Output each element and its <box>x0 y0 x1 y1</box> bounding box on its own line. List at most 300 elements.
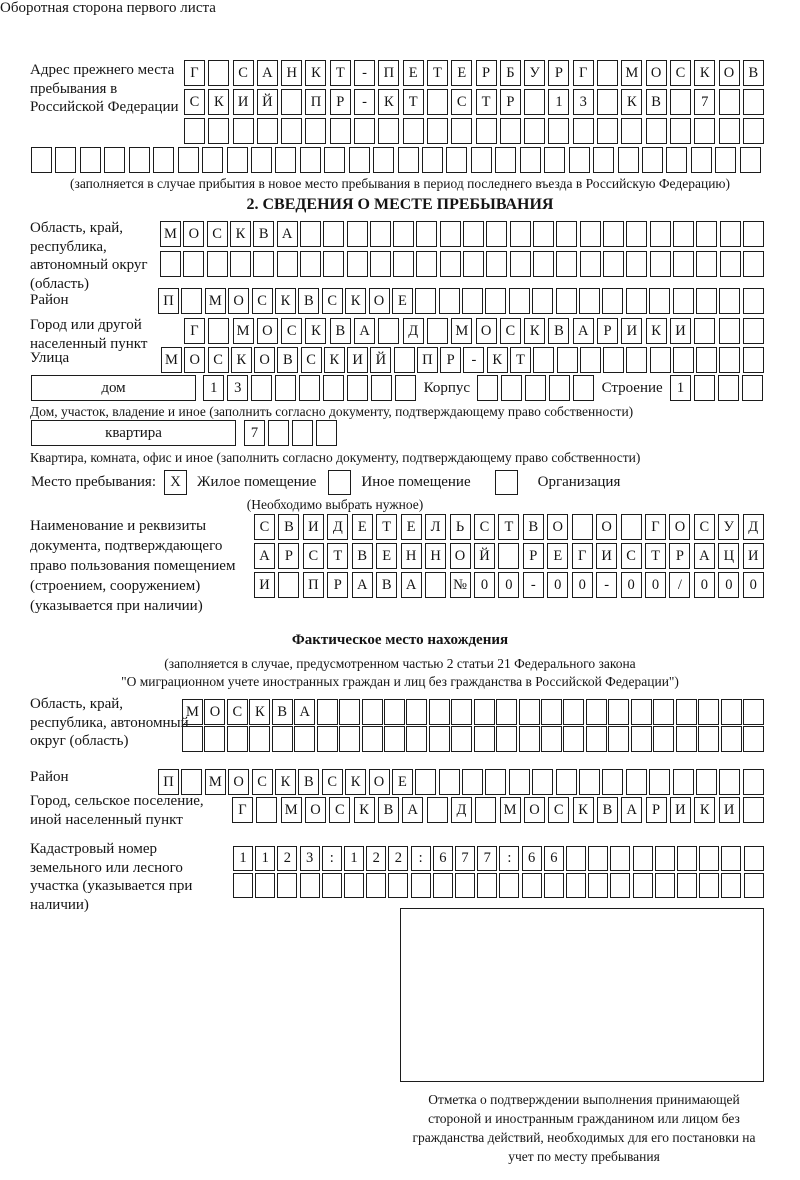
char-box[interactable] <box>626 221 647 247</box>
char-box[interactable] <box>621 514 642 540</box>
char-box[interactable] <box>650 251 671 277</box>
char-box[interactable] <box>317 726 338 752</box>
char-box[interactable] <box>556 221 577 247</box>
char-box[interactable] <box>563 699 584 725</box>
char-box[interactable] <box>719 288 740 314</box>
char-box[interactable] <box>411 873 431 898</box>
char-box[interactable] <box>362 726 383 752</box>
char-box[interactable]: А <box>294 699 315 725</box>
char-box[interactable]: П <box>378 60 399 86</box>
char-box[interactable]: О <box>204 699 225 725</box>
char-box[interactable] <box>378 118 399 144</box>
char-box[interactable]: 0 <box>498 572 519 598</box>
char-box[interactable]: О <box>257 318 278 344</box>
char-box[interactable] <box>597 60 618 86</box>
char-box[interactable] <box>631 699 652 725</box>
char-box[interactable]: 7 <box>477 846 497 871</box>
char-box[interactable]: О <box>646 60 667 86</box>
char-box[interactable] <box>406 726 427 752</box>
char-box[interactable] <box>300 873 320 898</box>
char-box[interactable] <box>633 846 653 871</box>
char-box[interactable] <box>676 699 697 725</box>
char-box[interactable] <box>588 846 608 871</box>
char-box[interactable] <box>533 251 554 277</box>
char-box[interactable] <box>610 846 630 871</box>
char-box[interactable] <box>608 699 629 725</box>
char-box[interactable] <box>339 726 360 752</box>
char-box[interactable]: О <box>184 347 205 373</box>
char-box[interactable]: Н <box>425 543 446 569</box>
char-box[interactable]: С <box>621 543 642 569</box>
char-box[interactable] <box>573 118 594 144</box>
char-box[interactable]: В <box>743 60 764 86</box>
char-box[interactable]: С <box>254 514 275 540</box>
char-box[interactable]: К <box>354 797 375 823</box>
char-box[interactable] <box>510 251 531 277</box>
char-box[interactable] <box>691 147 712 173</box>
char-box[interactable] <box>544 873 564 898</box>
char-box[interactable] <box>275 147 296 173</box>
char-box[interactable] <box>347 375 368 401</box>
char-box[interactable] <box>300 221 321 247</box>
char-box[interactable]: В <box>378 797 399 823</box>
char-box[interactable] <box>673 769 694 795</box>
char-box[interactable] <box>580 347 601 373</box>
char-box[interactable]: 1 <box>548 89 569 115</box>
char-box[interactable] <box>370 221 391 247</box>
char-box[interactable] <box>743 797 764 823</box>
char-box[interactable]: Й <box>474 543 495 569</box>
char-box[interactable]: 3 <box>300 846 320 871</box>
char-box[interactable] <box>316 420 337 446</box>
char-box[interactable]: О <box>369 288 390 314</box>
char-box[interactable] <box>278 572 299 598</box>
char-box[interactable]: Д <box>743 514 764 540</box>
char-box[interactable]: Д <box>403 318 424 344</box>
char-box[interactable]: С <box>548 797 569 823</box>
char-box[interactable]: К <box>694 797 715 823</box>
char-box[interactable] <box>299 375 320 401</box>
char-box[interactable]: 1 <box>255 846 275 871</box>
char-box[interactable] <box>525 375 546 401</box>
char-box[interactable]: А <box>621 797 642 823</box>
char-box[interactable] <box>653 726 674 752</box>
char-box[interactable] <box>208 318 229 344</box>
char-box[interactable]: О <box>669 514 690 540</box>
residence-type-checkbox-org[interactable] <box>495 470 518 495</box>
char-box[interactable] <box>500 118 521 144</box>
char-box[interactable]: П <box>158 288 179 314</box>
char-box[interactable] <box>715 147 736 173</box>
char-box[interactable]: М <box>160 221 181 247</box>
char-box[interactable]: В <box>597 797 618 823</box>
char-box[interactable] <box>743 769 764 795</box>
char-box[interactable]: О <box>476 318 497 344</box>
char-box[interactable] <box>509 288 530 314</box>
char-box[interactable]: И <box>670 318 691 344</box>
char-box[interactable]: С <box>301 347 322 373</box>
char-box[interactable] <box>181 288 202 314</box>
char-box[interactable] <box>104 147 125 173</box>
char-box[interactable]: И <box>743 543 764 569</box>
char-box[interactable] <box>744 873 764 898</box>
char-box[interactable]: О <box>524 797 545 823</box>
char-box[interactable] <box>626 347 647 373</box>
char-box[interactable] <box>451 726 472 752</box>
char-box[interactable] <box>406 699 427 725</box>
char-box[interactable]: М <box>500 797 521 823</box>
char-box[interactable]: А <box>694 543 715 569</box>
char-box[interactable]: Т <box>330 60 351 86</box>
char-box[interactable]: К <box>378 89 399 115</box>
char-box[interactable] <box>573 375 594 401</box>
char-box[interactable] <box>742 375 763 401</box>
char-box[interactable]: 6 <box>544 846 564 871</box>
char-box[interactable] <box>720 221 741 247</box>
char-box[interactable] <box>416 251 437 277</box>
char-box[interactable] <box>227 147 248 173</box>
char-box[interactable]: С <box>329 797 350 823</box>
char-box[interactable]: О <box>183 221 204 247</box>
char-box[interactable] <box>427 797 448 823</box>
char-box[interactable] <box>743 288 764 314</box>
char-box[interactable] <box>366 873 386 898</box>
char-box[interactable]: - <box>596 572 617 598</box>
char-box[interactable]: О <box>228 288 249 314</box>
char-box[interactable]: Р <box>476 60 497 86</box>
char-box[interactable] <box>256 797 277 823</box>
char-box[interactable] <box>476 118 497 144</box>
char-box[interactable] <box>415 288 436 314</box>
char-box[interactable]: К <box>694 60 715 86</box>
char-box[interactable] <box>272 726 293 752</box>
char-box[interactable]: : <box>411 846 431 871</box>
char-box[interactable]: Г <box>573 60 594 86</box>
char-box[interactable]: К <box>646 318 667 344</box>
char-box[interactable]: С <box>451 89 472 115</box>
char-box[interactable]: Л <box>425 514 446 540</box>
char-box[interactable] <box>323 375 344 401</box>
char-box[interactable] <box>477 375 498 401</box>
char-box[interactable]: Н <box>401 543 422 569</box>
char-box[interactable]: Р <box>597 318 618 344</box>
char-box[interactable]: Р <box>278 543 299 569</box>
char-box[interactable] <box>474 726 495 752</box>
char-box[interactable] <box>182 726 203 752</box>
char-box[interactable]: П <box>417 347 438 373</box>
char-box[interactable]: 7 <box>244 420 265 446</box>
char-box[interactable]: В <box>253 221 274 247</box>
char-box[interactable]: Т <box>476 89 497 115</box>
char-box[interactable] <box>649 769 670 795</box>
char-box[interactable] <box>451 699 472 725</box>
char-box[interactable]: Г <box>184 60 205 86</box>
char-box[interactable] <box>275 375 296 401</box>
char-box[interactable] <box>721 726 742 752</box>
char-box[interactable]: И <box>254 572 275 598</box>
char-box[interactable]: Г <box>572 543 593 569</box>
char-box[interactable]: М <box>451 318 472 344</box>
char-box[interactable]: О <box>719 60 740 86</box>
char-box[interactable] <box>485 288 506 314</box>
char-box[interactable] <box>670 118 691 144</box>
char-box[interactable]: А <box>352 572 373 598</box>
char-box[interactable] <box>556 251 577 277</box>
char-box[interactable] <box>496 699 517 725</box>
char-box[interactable] <box>541 726 562 752</box>
char-box[interactable] <box>666 147 687 173</box>
char-box[interactable]: С <box>184 89 205 115</box>
char-box[interactable] <box>227 726 248 752</box>
char-box[interactable] <box>626 288 647 314</box>
char-box[interactable] <box>202 147 223 173</box>
char-box[interactable]: К <box>487 347 508 373</box>
char-box[interactable]: С <box>474 514 495 540</box>
char-box[interactable] <box>556 288 577 314</box>
char-box[interactable]: 6 <box>522 846 542 871</box>
char-box[interactable] <box>184 118 205 144</box>
residence-type-checkbox-inoe[interactable] <box>328 470 351 495</box>
char-box[interactable]: И <box>347 347 368 373</box>
char-box[interactable] <box>541 699 562 725</box>
char-box[interactable] <box>463 221 484 247</box>
char-box[interactable] <box>597 118 618 144</box>
char-box[interactable]: М <box>205 769 226 795</box>
char-box[interactable]: Д <box>451 797 472 823</box>
char-box[interactable] <box>718 375 739 401</box>
char-box[interactable] <box>533 221 554 247</box>
char-box[interactable]: Т <box>403 89 424 115</box>
char-box[interactable] <box>496 726 517 752</box>
char-box[interactable]: О <box>369 769 390 795</box>
char-box[interactable] <box>519 726 540 752</box>
char-box[interactable] <box>580 221 601 247</box>
char-box[interactable] <box>698 699 719 725</box>
char-box[interactable] <box>603 221 624 247</box>
char-box[interactable]: : <box>499 846 519 871</box>
char-box[interactable]: 0 <box>743 572 764 598</box>
char-box[interactable] <box>251 375 272 401</box>
char-box[interactable]: В <box>277 347 298 373</box>
char-box[interactable]: Ь <box>450 514 471 540</box>
char-box[interactable]: Т <box>427 60 448 86</box>
char-box[interactable] <box>384 699 405 725</box>
char-box[interactable] <box>433 873 453 898</box>
char-box[interactable] <box>268 420 289 446</box>
char-box[interactable]: Г <box>184 318 205 344</box>
char-box[interactable] <box>462 769 483 795</box>
char-box[interactable] <box>429 699 450 725</box>
char-box[interactable] <box>300 251 321 277</box>
char-box[interactable]: Е <box>451 60 472 86</box>
char-box[interactable] <box>255 873 275 898</box>
char-box[interactable]: А <box>254 543 275 569</box>
char-box[interactable]: Ц <box>718 543 739 569</box>
char-box[interactable] <box>631 726 652 752</box>
char-box[interactable] <box>610 873 630 898</box>
char-box[interactable]: М <box>182 699 203 725</box>
char-box[interactable]: А <box>354 318 375 344</box>
char-box[interactable] <box>696 251 717 277</box>
char-box[interactable] <box>698 726 719 752</box>
char-box[interactable] <box>593 147 614 173</box>
char-box[interactable] <box>524 118 545 144</box>
char-box[interactable] <box>415 769 436 795</box>
char-box[interactable] <box>579 288 600 314</box>
char-box[interactable] <box>694 375 715 401</box>
char-box[interactable] <box>253 251 274 277</box>
char-box[interactable] <box>416 221 437 247</box>
char-box[interactable] <box>471 147 492 173</box>
char-box[interactable]: 0 <box>718 572 739 598</box>
char-box[interactable] <box>393 251 414 277</box>
char-box[interactable] <box>249 726 270 752</box>
char-box[interactable]: С <box>208 347 229 373</box>
char-box[interactable]: А <box>277 221 298 247</box>
char-box[interactable]: К <box>345 769 366 795</box>
char-box[interactable]: Й <box>370 347 391 373</box>
char-box[interactable]: О <box>596 514 617 540</box>
char-box[interactable] <box>721 699 742 725</box>
char-box[interactable]: Р <box>500 89 521 115</box>
char-box[interactable] <box>696 288 717 314</box>
char-box[interactable] <box>719 89 740 115</box>
char-box[interactable] <box>602 769 623 795</box>
char-box[interactable]: 2 <box>366 846 386 871</box>
char-box[interactable] <box>277 873 297 898</box>
char-box[interactable] <box>323 221 344 247</box>
char-box[interactable] <box>510 221 531 247</box>
char-box[interactable] <box>339 699 360 725</box>
char-box[interactable] <box>719 769 740 795</box>
char-box[interactable] <box>642 147 663 173</box>
char-box[interactable] <box>673 288 694 314</box>
char-box[interactable]: А <box>573 318 594 344</box>
char-box[interactable]: С <box>252 769 273 795</box>
char-box[interactable] <box>524 89 545 115</box>
char-box[interactable] <box>618 147 639 173</box>
char-box[interactable]: Е <box>376 543 397 569</box>
char-box[interactable] <box>439 288 460 314</box>
char-box[interactable]: Т <box>498 514 519 540</box>
char-box[interactable] <box>580 251 601 277</box>
char-box[interactable]: Е <box>403 60 424 86</box>
char-box[interactable] <box>277 251 298 277</box>
char-box[interactable] <box>31 147 52 173</box>
char-box[interactable] <box>743 699 764 725</box>
char-box[interactable] <box>257 118 278 144</box>
char-box[interactable]: Б <box>500 60 521 86</box>
char-box[interactable]: В <box>548 318 569 344</box>
char-box[interactable] <box>673 347 694 373</box>
char-box[interactable] <box>204 726 225 752</box>
char-box[interactable] <box>486 251 507 277</box>
char-box[interactable] <box>699 873 719 898</box>
char-box[interactable] <box>621 118 642 144</box>
char-box[interactable] <box>572 514 593 540</box>
char-box[interactable] <box>743 726 764 752</box>
char-box[interactable] <box>495 147 516 173</box>
char-box[interactable]: 3 <box>227 375 248 401</box>
char-box[interactable] <box>208 118 229 144</box>
char-box[interactable]: К <box>208 89 229 115</box>
char-box[interactable] <box>696 221 717 247</box>
char-box[interactable] <box>699 846 719 871</box>
char-box[interactable] <box>370 251 391 277</box>
char-box[interactable] <box>740 147 761 173</box>
char-box[interactable] <box>354 118 375 144</box>
char-box[interactable] <box>522 873 542 898</box>
char-box[interactable] <box>393 221 414 247</box>
char-box[interactable] <box>646 118 667 144</box>
char-box[interactable] <box>743 347 764 373</box>
char-box[interactable]: М <box>281 797 302 823</box>
char-box[interactable]: И <box>621 318 642 344</box>
char-box[interactable]: К <box>275 288 296 314</box>
char-box[interactable]: 0 <box>621 572 642 598</box>
char-box[interactable]: : <box>322 846 342 871</box>
char-box[interactable] <box>462 288 483 314</box>
char-box[interactable]: И <box>670 797 691 823</box>
char-box[interactable]: В <box>376 572 397 598</box>
char-box[interactable]: С <box>322 769 343 795</box>
char-box[interactable]: Т <box>510 347 531 373</box>
char-box[interactable] <box>519 699 540 725</box>
char-box[interactable] <box>520 147 541 173</box>
char-box[interactable] <box>80 147 101 173</box>
char-box[interactable] <box>300 147 321 173</box>
char-box[interactable] <box>330 118 351 144</box>
char-box[interactable]: Р <box>440 347 461 373</box>
char-box[interactable]: 1 <box>344 846 364 871</box>
char-box[interactable]: Р <box>548 60 569 86</box>
char-box[interactable] <box>509 769 530 795</box>
char-box[interactable]: - <box>354 60 375 86</box>
char-box[interactable]: П <box>305 89 326 115</box>
char-box[interactable]: О <box>450 543 471 569</box>
char-box[interactable] <box>425 572 446 598</box>
char-box[interactable]: Р <box>669 543 690 569</box>
char-box[interactable]: 0 <box>694 572 715 598</box>
char-box[interactable] <box>427 89 448 115</box>
char-box[interactable] <box>230 251 251 277</box>
char-box[interactable]: / <box>669 572 690 598</box>
char-box[interactable]: С <box>694 514 715 540</box>
char-box[interactable]: С <box>303 543 324 569</box>
char-box[interactable] <box>563 726 584 752</box>
char-box[interactable] <box>677 846 697 871</box>
char-box[interactable] <box>486 221 507 247</box>
char-box[interactable] <box>422 147 443 173</box>
char-box[interactable] <box>720 251 741 277</box>
char-box[interactable] <box>292 420 313 446</box>
char-box[interactable]: Е <box>392 288 413 314</box>
char-box[interactable] <box>294 726 315 752</box>
char-box[interactable] <box>153 147 174 173</box>
char-box[interactable] <box>439 769 460 795</box>
char-box[interactable]: К <box>524 318 545 344</box>
char-box[interactable] <box>566 846 586 871</box>
char-box[interactable]: 0 <box>572 572 593 598</box>
char-box[interactable] <box>129 147 150 173</box>
char-box[interactable]: К <box>324 347 345 373</box>
char-box[interactable] <box>305 118 326 144</box>
char-box[interactable]: М <box>205 288 226 314</box>
char-box[interactable] <box>474 699 495 725</box>
char-box[interactable] <box>694 318 715 344</box>
char-box[interactable]: 0 <box>645 572 666 598</box>
char-box[interactable]: К <box>573 797 594 823</box>
